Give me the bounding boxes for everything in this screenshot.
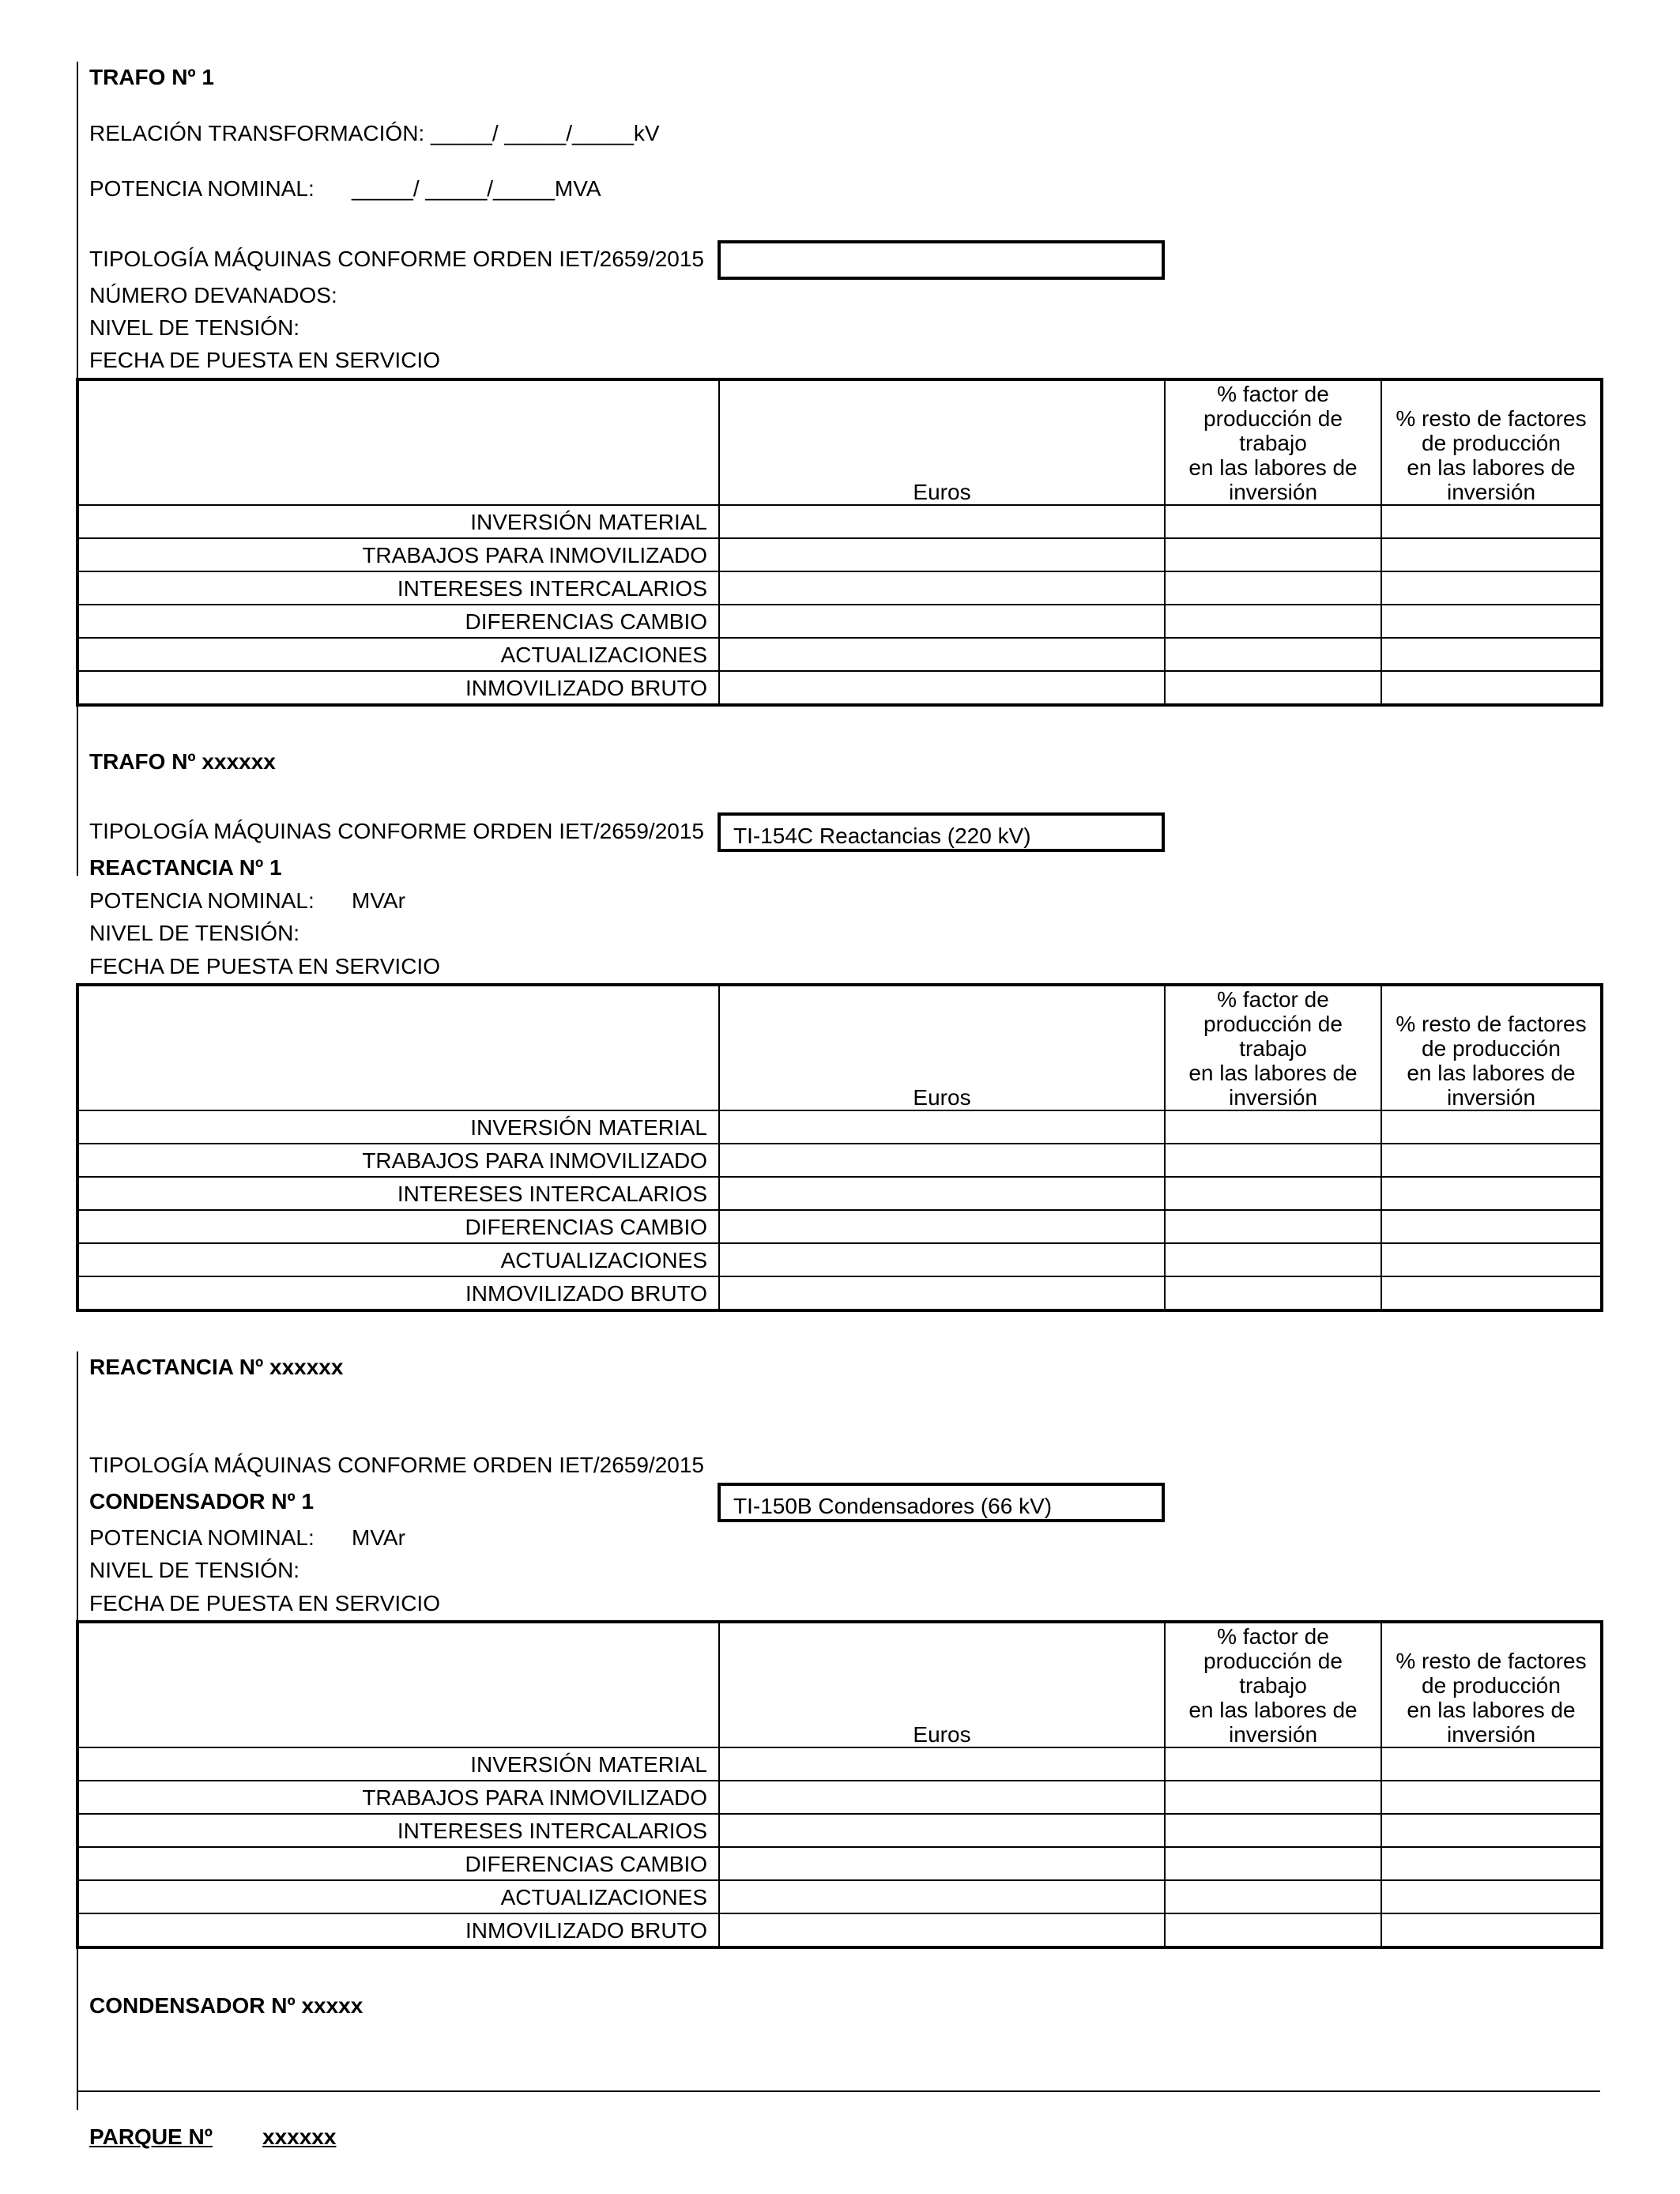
table-row <box>77 538 1602 571</box>
reactancia1-tipologia-label: TIPOLOGÍA MÁQUINAS CONFORME ORDEN IET/2659/2015 <box>89 819 704 843</box>
trafo1-cost-table-cell-2-3[interactable] <box>1381 571 1602 605</box>
trafo1-cost-table-row-label-3: DIFERENCIAS CAMBIO <box>77 605 719 638</box>
condensador1-cost-table-header-2-line-3: en las labores de <box>1188 1698 1358 1722</box>
reactancia1-cost-table-cell-1-3[interactable] <box>1381 1144 1602 1177</box>
condensador1-cost-table-cell-4-2[interactable] <box>1165 1880 1381 1913</box>
reactancia1-cost-table-cell-2-2[interactable] <box>1165 1177 1381 1210</box>
parque-label: PARQUE Nº <box>89 2124 213 2149</box>
trafo1-potencia-label: POTENCIA NOMINAL: <box>89 176 315 201</box>
reactancia1-tipologia-value: TI-154C Reactancias (220 kV) <box>733 824 1031 848</box>
left-rule-3 <box>77 1992 78 2091</box>
trafo1-cost-table-cell-2-2[interactable] <box>1165 571 1381 605</box>
trafo1-cost-table-header-3-line-3: inversión <box>1446 480 1536 504</box>
reactancia1-cost-table-header-3 <box>1381 985 1602 1110</box>
reactancia1-cost-table-cell-3-2[interactable] <box>1165 1210 1381 1243</box>
trafo1-cost-table-cell-5-3[interactable] <box>1381 671 1602 705</box>
trafo1-cost-table-header-2-line-2: trabajo <box>1239 431 1307 455</box>
condensador1-cost-table-cell-1-1[interactable] <box>719 1781 1165 1814</box>
trafo1-cost-table-cell-5-1[interactable] <box>719 671 1165 705</box>
reactancia1-cost-table-cell-0-3[interactable] <box>1381 1110 1602 1144</box>
table-row <box>77 1913 1602 1947</box>
condensador1-fecha: FECHA DE PUESTA EN SERVICIO <box>89 1591 440 1615</box>
reactancia1-cost-table-header-3-line-0: % resto de factores <box>1396 1012 1587 1036</box>
reactancia1-cost-table-cell-4-2[interactable] <box>1165 1243 1381 1276</box>
trafo1-cost-table-header-2-line-3: en las labores de <box>1188 455 1358 480</box>
reactancia1-cost-table-cell-3-1[interactable] <box>719 1210 1165 1243</box>
trafo1-cost-table-row-label-4: ACTUALIZACIONES <box>77 638 719 671</box>
reactancia1-cost-table-cell-0-1[interactable] <box>719 1110 1165 1144</box>
reactancia1-cost-table-cell-5-1[interactable] <box>719 1276 1165 1310</box>
trafo1-cost-table-header-2-line-0: % factor de <box>1217 382 1329 406</box>
condensador1-tipologia-label: TIPOLOGÍA MÁQUINAS CONFORME ORDEN IET/2659/2015 <box>89 1453 704 1477</box>
trafo1-cost-table-cell-0-1[interactable] <box>719 505 1165 538</box>
condensador1-tipologia-value: TI-150B Condensadores (66 kV) <box>733 1494 1053 1518</box>
condensador1-cost-table-cell-0-3[interactable] <box>1381 1747 1602 1781</box>
bottom-rule <box>77 2090 1600 2092</box>
condensador1-cost-table-header-2-line-0: % factor de <box>1217 1624 1329 1649</box>
reactancia1-cost-table-cell-5-3[interactable] <box>1381 1276 1602 1310</box>
reactancia1-cost-table-cell-1-1[interactable] <box>719 1144 1165 1177</box>
condensador1-cost-table-cell-2-1[interactable] <box>719 1814 1165 1847</box>
reactancia1-cost-table-header-2 <box>1165 985 1381 1110</box>
trafo1-cost-table-header-2 <box>1165 379 1381 505</box>
condensador1-potencia-unit: MVAr <box>352 1525 405 1550</box>
condensador1-cost-table-header-2-line-2: trabajo <box>1239 1673 1307 1698</box>
reactancia1-cost-table-header-3-line-2: en las labores de <box>1407 1061 1576 1085</box>
reactancia1-cost-table-row-label-2: INTERESES INTERCALARIOS <box>77 1177 719 1210</box>
reactancia1-cost-table-row-label-4: ACTUALIZACIONES <box>77 1243 719 1276</box>
trafo1-cost-table-cell-3-1[interactable] <box>719 605 1165 638</box>
trafo1-cost-table-cell-4-3[interactable] <box>1381 638 1602 671</box>
condensador1-title: CONDENSADOR Nº 1 <box>89 1489 315 1514</box>
reactancia1-potencia-unit: MVAr <box>352 888 405 913</box>
reactancia-x-title: REACTANCIA Nº xxxxxx <box>89 1355 344 1379</box>
condensador1-cost-table <box>76 1620 1603 1949</box>
table-row <box>77 1177 1602 1210</box>
condensador1-nivel: NIVEL DE TENSIÓN: <box>89 1558 300 1582</box>
trafo1-cost-table-cell-5-2[interactable] <box>1165 671 1381 705</box>
condensador1-cost-table-cell-4-3[interactable] <box>1381 1880 1602 1913</box>
trafo1-cost-table-header-2-line-1: producción de <box>1203 406 1343 431</box>
condensador1-cost-table-cell-0-2[interactable] <box>1165 1747 1381 1781</box>
condensador1-cost-table-row-label-4: ACTUALIZACIONES <box>77 1880 719 1913</box>
condensador1-cost-table-cell-5-1[interactable] <box>719 1913 1165 1947</box>
reactancia1-cost-table-header-1: Euros <box>719 985 1165 1110</box>
condensador1-cost-table-cell-2-2[interactable] <box>1165 1814 1381 1847</box>
reactancia1-cost-table-header-3-line-1: de producción <box>1422 1036 1561 1061</box>
trafo1-tipologia-field[interactable] <box>718 240 1165 280</box>
reactancia1-cost-table-cell-4-3[interactable] <box>1381 1243 1602 1276</box>
condensador1-cost-table-cell-4-1[interactable] <box>719 1880 1165 1913</box>
table-row <box>77 1276 1602 1310</box>
table-row <box>77 1243 1602 1276</box>
condensador1-potencia-label: POTENCIA NOMINAL: <box>89 1525 315 1550</box>
trafo1-cost-table-cell-3-3[interactable] <box>1381 605 1602 638</box>
trafo1-cost-table-cell-0-3[interactable] <box>1381 505 1602 538</box>
condensador1-tipologia-field[interactable] <box>718 1483 1165 1522</box>
reactancia1-cost-table-header-2-line-4: inversión <box>1228 1085 1318 1110</box>
table-row <box>77 1847 1602 1880</box>
trafo1-cost-table-row-label-5: INMOVILIZADO BRUTO <box>77 671 719 705</box>
table-row <box>77 1747 1602 1781</box>
trafo1-cost-table-row-label-2: INTERESES INTERCALARIOS <box>77 571 719 605</box>
trafo1-cost-table-row-label-1: TRABAJOS PARA INMOVILIZADO <box>77 538 719 571</box>
trafo1-cost-table-header-2-line-4: inversión <box>1228 480 1318 504</box>
reactancia1-cost-table-header-2-line-2: trabajo <box>1239 1036 1307 1061</box>
trafo1-cost-table-header-3-line-0: % resto de factores <box>1396 406 1587 431</box>
trafo1-cost-table-cell-0-2[interactable] <box>1165 505 1381 538</box>
trafo1-cost-table-cell-2-1[interactable] <box>719 571 1165 605</box>
condensador1-cost-table-cell-0-1[interactable] <box>719 1747 1165 1781</box>
condensador1-cost-table-row-label-3: DIFERENCIAS CAMBIO <box>77 1847 719 1880</box>
reactancia1-cost-table-header-3-line-3: inversión <box>1446 1085 1536 1110</box>
condensador1-cost-table-header-1: Euros <box>719 1622 1165 1747</box>
table-row <box>77 1210 1602 1243</box>
trafo1-title: TRAFO Nº 1 <box>89 65 215 89</box>
condensador1-cost-table-header-3-line-3: inversión <box>1446 1722 1536 1747</box>
condensador1-cost-table-header-3 <box>1381 1622 1602 1747</box>
reactancia1-cost-table-cell-2-1[interactable] <box>719 1177 1165 1210</box>
reactancia1-cost-table-row-label-3: DIFERENCIAS CAMBIO <box>77 1210 719 1243</box>
condensador1-cost-table-row-label-2: INTERESES INTERCALARIOS <box>77 1814 719 1847</box>
trafo1-cost-table-header-0 <box>77 379 719 505</box>
condensador1-cost-table-row-label-1: TRABAJOS PARA INMOVILIZADO <box>77 1781 719 1814</box>
trafo1-cost-table-cell-1-1[interactable] <box>719 538 1165 571</box>
table-row <box>77 605 1602 638</box>
table-row <box>77 638 1602 671</box>
reactancia1-cost-table-cell-4-1[interactable] <box>719 1243 1165 1276</box>
trafo1-cost-table-cell-1-2[interactable] <box>1165 538 1381 571</box>
reactancia1-cost-table-row-label-1: TRABAJOS PARA INMOVILIZADO <box>77 1144 719 1177</box>
trafo1-tipologia-label: TIPOLOGÍA MÁQUINAS CONFORME ORDEN IET/2659/2015 <box>89 247 704 271</box>
trafo1-devanados: NÚMERO DEVANADOS: <box>89 283 337 307</box>
reactancia1-cost-table-header-0 <box>77 985 719 1110</box>
reactancia1-cost-table-cell-5-2[interactable] <box>1165 1276 1381 1310</box>
table-row <box>77 1880 1602 1913</box>
trafo1-cost-table-header-1: Euros <box>719 379 1165 505</box>
condensador1-cost-table-cell-1-2[interactable] <box>1165 1781 1381 1814</box>
reactancia1-tipologia-field[interactable] <box>718 812 1165 852</box>
table-row <box>77 1814 1602 1847</box>
reactancia1-title: REACTANCIA Nº 1 <box>89 855 282 880</box>
reactancia1-cost-table-cell-2-3[interactable] <box>1381 1177 1602 1210</box>
trafo1-cost-table-header-3-line-1: de producción <box>1422 431 1561 455</box>
trafo1-cost-table <box>76 378 1603 707</box>
table-row <box>77 671 1602 705</box>
condensador1-cost-table-header-2-line-1: producción de <box>1203 1649 1343 1673</box>
trafo-x-title: TRAFO Nº xxxxxx <box>89 749 276 774</box>
condensador1-cost-table-cell-2-3[interactable] <box>1381 1814 1602 1847</box>
condensador1-cost-table-header-2 <box>1165 1622 1381 1747</box>
condensador-x-title: CONDENSADOR Nº xxxxx <box>89 1993 363 2018</box>
trafo1-nivel: NIVEL DE TENSIÓN: <box>89 315 300 340</box>
table-row <box>77 505 1602 538</box>
trafo1-cost-table-row-label-0: INVERSIÓN MATERIAL <box>77 505 719 538</box>
reactancia1-cost-table-header-2-line-3: en las labores de <box>1188 1061 1358 1085</box>
table-row <box>77 1781 1602 1814</box>
trafo1-cost-table-header-3-line-2: en las labores de <box>1407 455 1576 480</box>
table-row <box>77 571 1602 605</box>
trafo1-cost-table-header-3 <box>1381 379 1602 505</box>
reactancia1-fecha: FECHA DE PUESTA EN SERVICIO <box>89 954 440 978</box>
condensador1-cost-table-cell-5-3[interactable] <box>1381 1913 1602 1947</box>
condensador1-cost-table-header-3-line-0: % resto de factores <box>1396 1649 1587 1673</box>
reactancia1-cost-table-cell-1-2[interactable] <box>1165 1144 1381 1177</box>
condensador1-cost-table-header-3-line-2: en las labores de <box>1407 1698 1576 1722</box>
condensador1-cost-table-row-label-5: INMOVILIZADO BRUTO <box>77 1913 719 1947</box>
trafo1-relacion: RELACIÓN TRANSFORMACIÓN: _____/ _____/_____kV <box>89 121 660 145</box>
condensador1-cost-table-header-2-line-4: inversión <box>1228 1722 1318 1747</box>
condensador1-cost-table-cell-3-2[interactable] <box>1165 1847 1381 1880</box>
trafo1-cost-table-cell-4-1[interactable] <box>719 638 1165 671</box>
condensador1-cost-table-row-label-0: INVERSIÓN MATERIAL <box>77 1747 719 1781</box>
trafo1-cost-table-cell-4-2[interactable] <box>1165 638 1381 671</box>
parque-value: xxxxxx <box>262 2124 337 2149</box>
condensador1-cost-table-header-0 <box>77 1622 719 1747</box>
reactancia1-cost-table-header-2-line-0: % factor de <box>1217 987 1329 1012</box>
reactancia1-cost-table-header-2-line-1: producción de <box>1203 1012 1343 1036</box>
trafo1-cost-table-cell-3-2[interactable] <box>1165 605 1381 638</box>
reactancia1-cost-table-cell-0-2[interactable] <box>1165 1110 1381 1144</box>
condensador1-cost-table-cell-3-1[interactable] <box>719 1847 1165 1880</box>
condensador1-cost-table-cell-1-3[interactable] <box>1381 1781 1602 1814</box>
reactancia1-cost-table <box>76 983 1603 1312</box>
reactancia1-cost-table-cell-3-3[interactable] <box>1381 1210 1602 1243</box>
condensador1-cost-table-header-3-line-1: de producción <box>1422 1673 1561 1698</box>
condensador1-cost-table-cell-3-3[interactable] <box>1381 1847 1602 1880</box>
reactancia1-cost-table-row-label-0: INVERSIÓN MATERIAL <box>77 1110 719 1144</box>
reactancia1-potencia-label: POTENCIA NOMINAL: <box>89 888 315 913</box>
reactancia1-cost-table-row-label-5: INMOVILIZADO BRUTO <box>77 1276 719 1310</box>
condensador1-cost-table-cell-5-2[interactable] <box>1165 1913 1381 1947</box>
trafo1-fecha: FECHA DE PUESTA EN SERVICIO <box>89 348 440 372</box>
trafo1-potencia-value: _____/ _____/_____MVA <box>352 176 601 201</box>
reactancia1-nivel: NIVEL DE TENSIÓN: <box>89 921 300 945</box>
table-row <box>77 1110 1602 1144</box>
table-row <box>77 1144 1602 1177</box>
trafo1-cost-table-cell-1-3[interactable] <box>1381 538 1602 571</box>
